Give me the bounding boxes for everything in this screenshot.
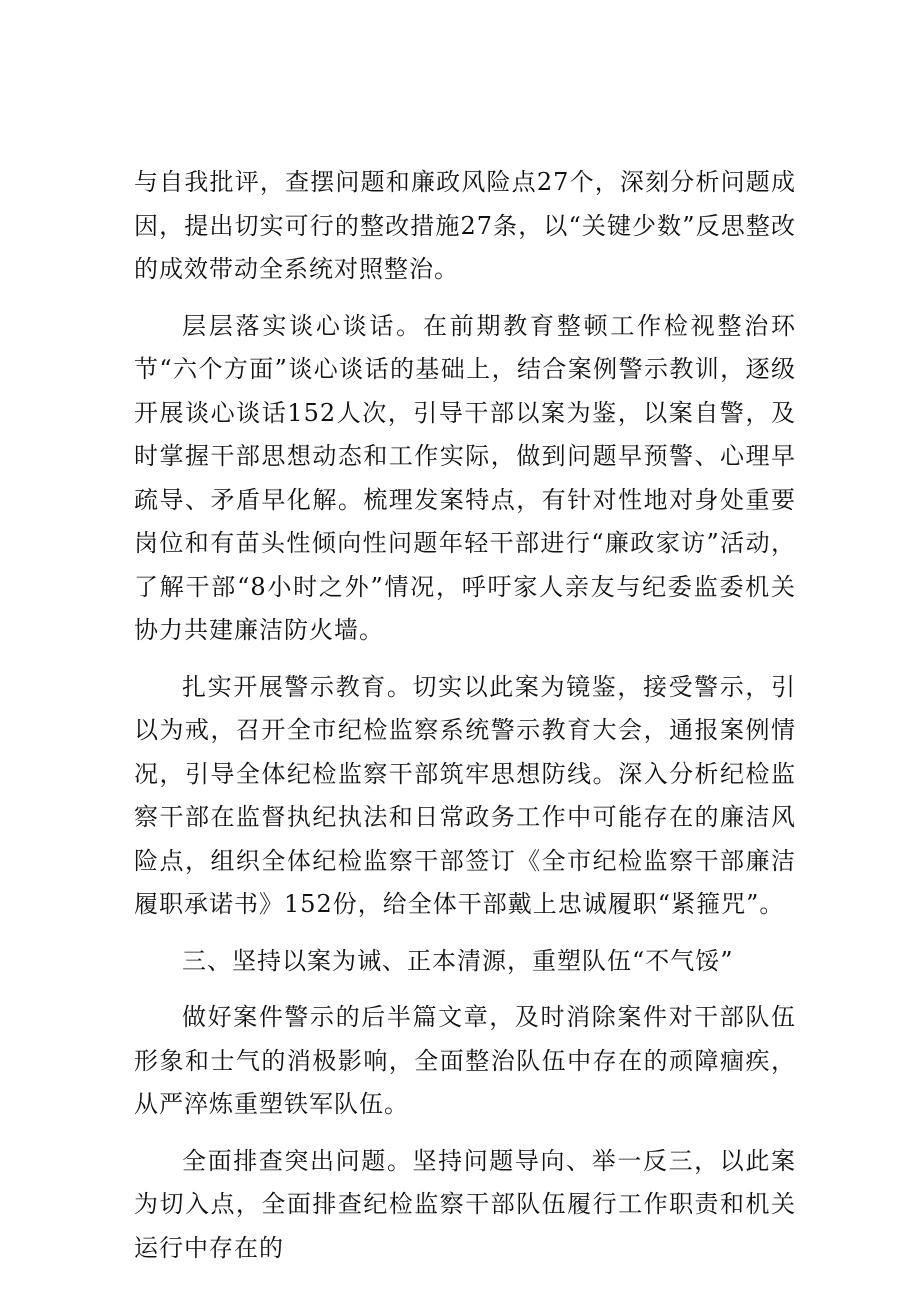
section-heading-three: 三、坚持以案为诫、正本清源，重塑队伍“不气馁” <box>182 946 734 975</box>
paragraph-section-three-intro: 做好案件警示的后半篇文章，及时消除案件对干部队伍形象和士气的消极影响，全面整治队伍中存在的顽障痼疾，从严淬炼重塑铁军队伍。 <box>134 1003 796 1118</box>
paragraph-problem-screening: 全面排查突出问题。坚持问题导向、举一反三，以此案为切入点，全面排查纪检监察干部队伍履行工作职责和机关运行中存在的 <box>134 1146 796 1262</box>
paragraph-heart-to-heart-talks: 层层落实谈心谈话。在前期教育整顿工作检视整治环节“六个方面”谈心谈话的基础上，结合案例警示教训，逐级开展谈心谈话152人次，引导干部以案为鉴，以案自警，及时掌握干部思想动态和工作实际，做到问题早预警、心理早疏导、矛盾早化解。梳理发案特点，有针对性地对身处重要岗位和有苗头性倾向性问题年轻干部进行“廉政家访”活动，了解干部“8小时之外”情况，呼吁家人亲友与纪委监委机关协力共建廉洁防火墙。 <box>134 311 796 644</box>
paragraph-continuation: 与自我批评，查摆问题和廉政风险点27个，深刻分析问题成因，提出切实可行的整改措施27条，以“关键少数”反思整改的成效带动全系统对照整治。 <box>134 168 796 283</box>
document-body <box>134 161 796 1283</box>
paragraph-warning-education: 扎实开展警示教育。切实以此案为镜鉴，接受警示，引以为戒，召开全市纪检监察系统警示教育大会，通报案例情况，引导全体纪检监察干部筑牢思想防线。深入分析纪检监察干部在监督执纪执法和日常政务工作中可能存在的廉洁风险点，组织全体纪检监察干部签订《全市纪检监察干部廉洁履职承诺书》152份，给全体干部戴上忠诚履职“紧箍咒”。 <box>134 672 796 918</box>
